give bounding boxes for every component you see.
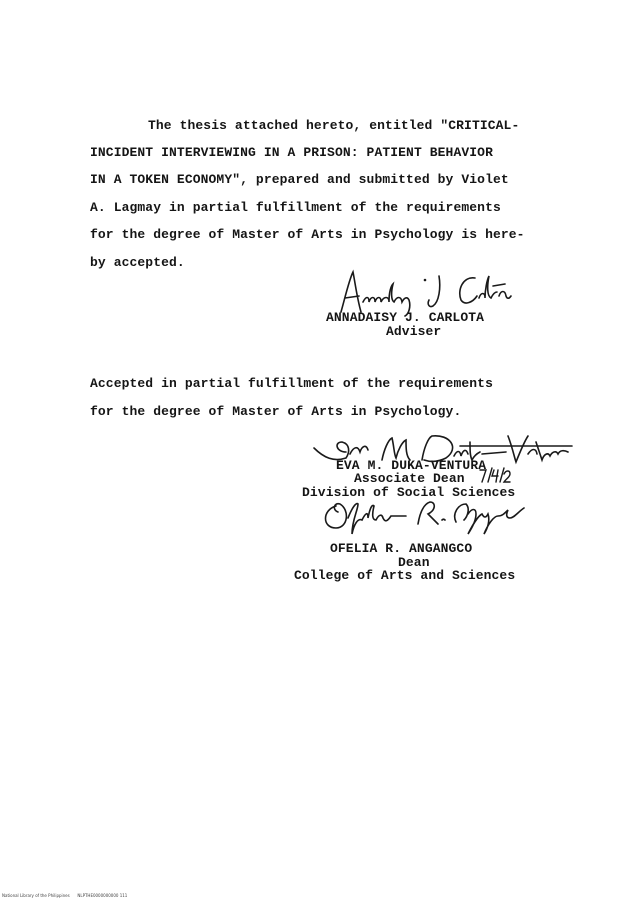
associate-dean-division: Division of Social Sciences — [302, 485, 516, 500]
associate-dean-title: Associate Dean — [354, 471, 465, 486]
footer — [2, 893, 127, 898]
paragraph1-line-1: The thesis attached hereto, entitled "CRITICAL- — [148, 118, 520, 133]
dean-college: College of Arts and Sciences — [294, 568, 516, 583]
adviser-name: ANNADAISY J. CARLOTA — [326, 310, 485, 325]
footer-code: NLPTHE0000000000 111 — [77, 893, 128, 898]
paragraph2-line-1: Accepted in partial fulfillment of the requirements — [90, 376, 493, 391]
associate-dean-name: EVA M. DUKA-VENTURA — [336, 458, 487, 473]
adviser-title: Adviser — [386, 324, 442, 339]
paragraph1-line-4: A. Lagmay in partial fulfillment of the requirements — [90, 200, 501, 215]
footer-library: National Library of the Philippines — [2, 893, 70, 898]
paragraph1-line-2: INCIDENT INTERVIEWING IN A PRISON: PATIENT BEHAVIOR — [90, 145, 493, 160]
handwritten-date — [478, 466, 512, 484]
paragraph1-line-3: IN A TOKEN ECONOMY", prepared and submitted by Violet — [90, 172, 509, 187]
dean-title: Dean — [398, 555, 430, 570]
dean-signature — [318, 494, 538, 542]
paragraph2-line-2: for the degree of Master of Arts in Psychology. — [90, 404, 462, 419]
paragraph1-line-5: for the degree of Master of Arts in Psychology is here- — [90, 227, 525, 242]
dean-name: OFELIA R. ANGANGCO — [330, 541, 473, 556]
paragraph1-line-6: by accepted. — [90, 255, 185, 270]
